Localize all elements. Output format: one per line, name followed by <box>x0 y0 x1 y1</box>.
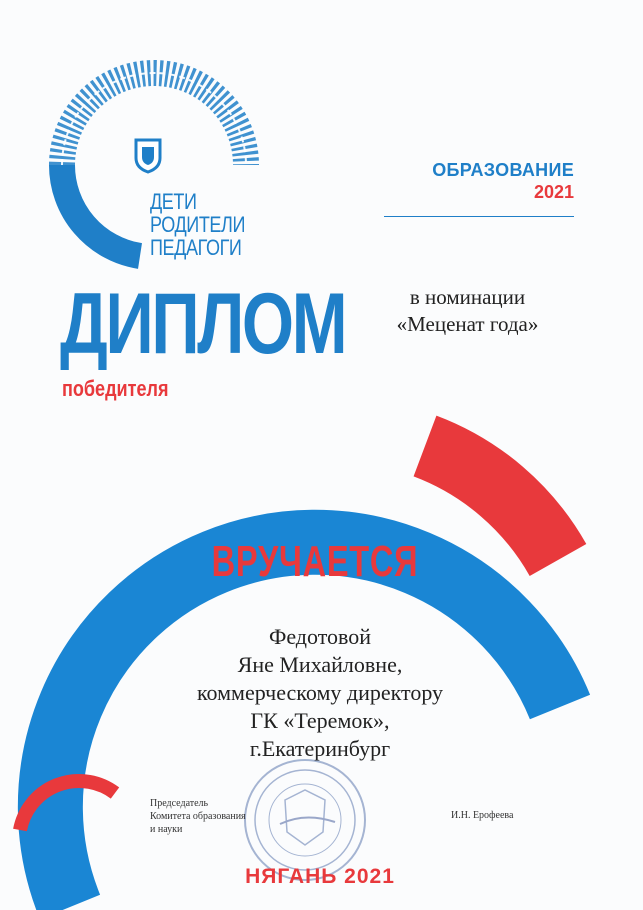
logo-line-parents: РОДИТЕЛИ <box>150 212 246 237</box>
recipient-line: ГК «Теремок», <box>250 708 390 733</box>
recipient-line: коммерческому директору <box>196 680 444 705</box>
nomination-name: «Меценат года» <box>396 312 539 336</box>
diploma-title: ДИПЛОМ <box>60 276 346 372</box>
recipient-line: Федотовой <box>268 624 372 649</box>
recipient-line: г.Екатеринбург <box>249 736 391 761</box>
signatory-position-line: и науки <box>150 824 183 835</box>
recipient-line: Яне Михайловне, <box>237 652 403 677</box>
signatory-position <box>150 797 246 836</box>
coat-of-arms-icon <box>133 138 163 174</box>
nomination-block <box>340 284 595 338</box>
signatory-position-line: Председатель <box>150 798 209 809</box>
logo-text <box>150 190 245 259</box>
recipient-block <box>140 623 500 763</box>
signatory-position-line: Комитета образования <box>150 811 246 822</box>
event-title: ОБРАЗОВАНИЕ <box>432 160 574 180</box>
event-year: 2021 <box>533 182 574 202</box>
logo-line-children: ДЕТИ <box>150 189 197 214</box>
logo-line-teachers: ПЕДАГОГИ <box>150 235 242 260</box>
signatory-name: И.Н. Ерофеева <box>451 810 514 821</box>
awarded-heading: ВРУЧАЕТСЯ <box>211 537 419 586</box>
nomination-label: в номинации <box>409 285 526 309</box>
event-divider <box>384 216 574 217</box>
footer-city-year: НЯГАНЬ 2021 <box>245 865 395 888</box>
diploma-subtitle: победителя <box>62 376 169 401</box>
